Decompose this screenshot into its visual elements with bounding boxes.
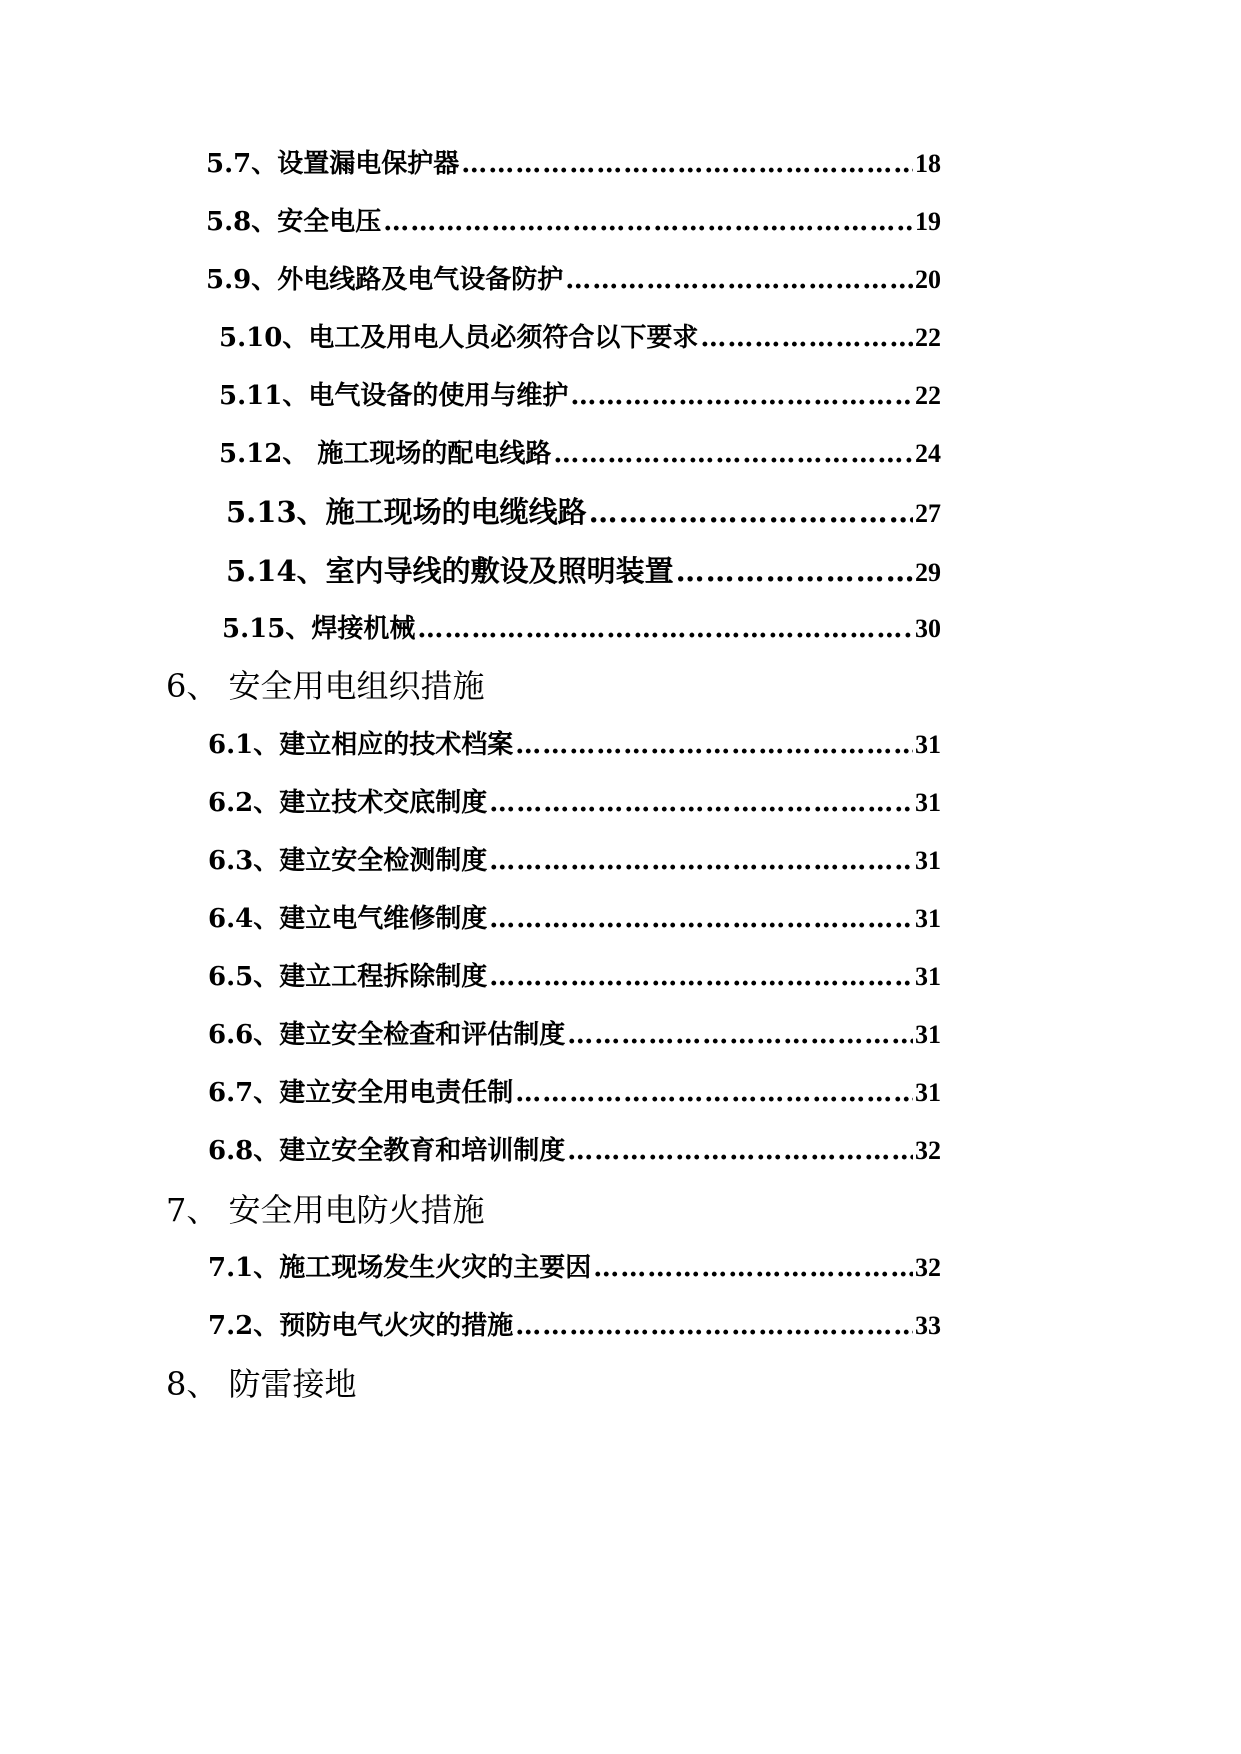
toc-heading-8[interactable]: 8、 防雷接地 xyxy=(166,1365,357,1403)
toc-heading-6[interactable]: 6、 安全用电组织措施 xyxy=(166,667,485,705)
toc-page-number: 31 xyxy=(915,1078,941,1107)
dot-leader xyxy=(515,1073,913,1113)
toc-entry-5-13[interactable] xyxy=(0,492,1241,532)
toc-page-number: 31 xyxy=(915,730,941,759)
toc-entry-label: 6.8、建立安全教育和培训制度 xyxy=(208,1136,566,1166)
dot-leader xyxy=(565,260,913,300)
dot-leader xyxy=(570,376,913,416)
toc-entry-5-7[interactable] xyxy=(0,144,1241,184)
dot-leader xyxy=(489,899,913,939)
toc-entry-6-1[interactable] xyxy=(0,725,1241,765)
toc-entry-label: 5.11、电气设备的使用与维护 xyxy=(219,381,569,411)
dot-leader xyxy=(567,1015,913,1055)
toc-page-number: 20 xyxy=(915,265,941,294)
dot-leader xyxy=(515,1306,913,1346)
toc-entry-5-14[interactable] xyxy=(0,551,1241,591)
toc-page-number: 31 xyxy=(915,962,941,991)
toc-entry-label: 7.1、施工现场发生火灾的主要因 xyxy=(208,1253,592,1283)
toc-heading-7[interactable]: 7、 安全用电防火措施 xyxy=(166,1191,485,1229)
dot-leader xyxy=(567,1131,913,1171)
toc-entry-7-1[interactable] xyxy=(0,1248,1241,1288)
toc-page-number: 27 xyxy=(915,499,941,528)
toc-entry-5-8[interactable] xyxy=(0,202,1241,242)
toc-entry-label: 5.13、施工现场的电缆线路 xyxy=(226,495,587,529)
toc-entry-label: 6.5、建立工程拆除制度 xyxy=(208,962,488,992)
toc-entry-label: 6.7、建立安全用电责任制 xyxy=(208,1078,514,1108)
dot-leader xyxy=(553,434,913,474)
toc-entry-5-12[interactable] xyxy=(0,434,1241,474)
toc-entry-6-2[interactable] xyxy=(0,783,1241,823)
dot-leader xyxy=(700,318,913,358)
toc-entry-label: 6.3、建立安全检测制度 xyxy=(208,846,488,876)
toc-entry-label: 5.10、电工及用电人员必须符合以下要求 xyxy=(219,323,699,353)
dot-leader xyxy=(676,551,913,591)
toc-page-number: 33 xyxy=(915,1311,941,1340)
toc-entry-5-9[interactable] xyxy=(0,260,1241,300)
toc-page-number: 31 xyxy=(915,904,941,933)
toc-entry-7-2[interactable] xyxy=(0,1306,1241,1346)
toc-entry-6-6[interactable] xyxy=(0,1015,1241,1055)
toc-entry-label: 6.1、建立相应的技术档案 xyxy=(208,730,514,760)
toc-page-number: 29 xyxy=(915,558,941,587)
dot-leader xyxy=(489,783,913,823)
toc-page-number: 24 xyxy=(915,439,941,468)
toc-page-number: 19 xyxy=(915,207,941,236)
toc-page-number: 22 xyxy=(915,381,941,410)
toc-entry-label: 5.9、外电线路及电气设备防护 xyxy=(206,265,564,295)
toc-entry-label: 5.14、室内导线的敷设及照明装置 xyxy=(226,554,674,588)
toc-page-number: 22 xyxy=(915,323,941,352)
toc-entry-6-7[interactable] xyxy=(0,1073,1241,1113)
toc-entry-label: 6.6、建立安全检查和评估制度 xyxy=(208,1020,566,1050)
dot-leader xyxy=(417,609,913,649)
dot-leader xyxy=(589,492,913,532)
toc-entry-label: 5.8、安全电压 xyxy=(206,207,382,237)
dot-leader xyxy=(489,841,913,881)
dot-leader xyxy=(461,144,913,184)
toc-entry-label: 5.12、 施工现场的配电线路 xyxy=(219,439,552,469)
toc-page-number: 31 xyxy=(915,788,941,817)
toc-page-number: 31 xyxy=(915,846,941,875)
toc-page-number: 18 xyxy=(915,149,941,178)
toc-entry-5-15[interactable] xyxy=(0,609,1241,649)
dot-leader xyxy=(383,202,913,242)
toc-entry-6-3[interactable] xyxy=(0,841,1241,881)
toc-entry-label: 5.15、焊接机械 xyxy=(222,614,416,644)
toc-entry-label: 6.4、建立电气维修制度 xyxy=(208,904,488,934)
toc-entry-5-10[interactable] xyxy=(0,318,1241,358)
toc-entry-label: 5.7、设置漏电保护器 xyxy=(206,149,460,179)
dot-leader xyxy=(489,957,913,997)
toc-page-number: 30 xyxy=(915,614,941,643)
dot-leader xyxy=(515,725,913,765)
toc-page-number: 32 xyxy=(915,1136,941,1165)
toc-page-number: 31 xyxy=(915,1020,941,1049)
toc-entry-5-11[interactable] xyxy=(0,376,1241,416)
toc-entry-label: 7.2、预防电气火灾的措施 xyxy=(208,1311,514,1341)
toc-entry-6-5[interactable] xyxy=(0,957,1241,997)
toc-entry-6-8[interactable] xyxy=(0,1131,1241,1171)
dot-leader xyxy=(593,1248,913,1288)
toc-page-number: 32 xyxy=(915,1253,941,1282)
toc-entry-6-4[interactable] xyxy=(0,899,1241,939)
toc-entry-label: 6.2、建立技术交底制度 xyxy=(208,788,488,818)
